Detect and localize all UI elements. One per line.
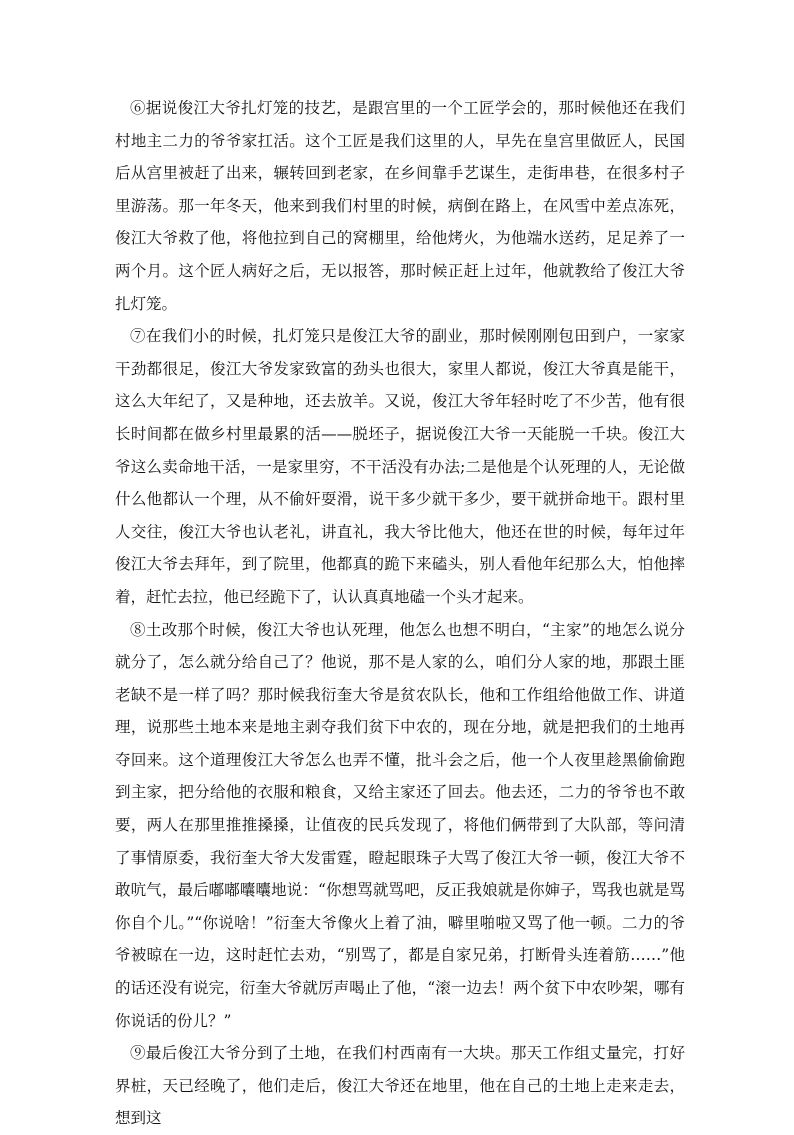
paragraph-7: ⑦在我们小的时候，扎灯笼只是俊江大爷的副业，那时候刚刚包田到户，一家家干劲都很足，俊江大爷发家致富的劲头也很大，家里人都说，俊江大爷真是能干，这么大年纪了，又是种地，还去放羊。又说，俊江大爷年轻时吃了不少苦，他有很长时间都在做乡村里最累的活——脱坯子，据说俊江大爷一天能脱一千块。俊江大爷这么卖命地干活，一是家里穷，不干活没有办法;二是他是个认死理的人，无论做什么他都认一个理，从不偷奸耍滑，说干多少就干多少，要干就拼命地干。跟村里人交往，俊江大爷也认老礼，讲直礼，我大爷比他大，他还在世的时候，每年过年俊江大爷去拜年，到了院里，他都真的跪下来磕头，别人看他年纪那么大，怕他摔着，赶忙去拉，他已经跪下了，认认真真地磕一个头才起来。	[115, 327, 685, 606]
paragraph-8: ⑧土改那个时候，俊江大爷也认死理，他怎么也想不明白，“主家”的地怎么说分就分了，怎么就分给自己了？他说，那不是人家的么，咱们分人家的地，那跟土匪老缺不是一样了吗？那时候我衍奎大爷是贫农队长，他和工作组给他做工作、讲道理，说那些土地本来是地主剥夺我们贫下中农的，现在分地，就是把我们的土地再夺回来。这个道理俊江大爷怎么也弄不懂，批斗会之后，他一个人夜里趁黑偷偷跑到主家，把分给他的衣服和粮食，又给主家还了回去。他去还，二力的爷爷也不敢要，两人在那里推推搡搡，让值夜的民兵发现了，将他们俩带到了大队部，等问清了事情原委，我衍奎大爷大发雷霆，瞪起眼珠子大骂了俊江大爷一顿，俊江大爷不敢吭气，最后嘟嘟囔囔地说：“你想骂就骂吧，反正我娘就是你婶子，骂我也就是骂你自个儿。”“你说啥！”衍奎大爷像火上着了油，噼里啪啦又骂了他一顿。二力的爷爷被晾在一边，这时赶忙去劝，“别骂了，都是自家兄弟，打断骨头连着筋……”他的话还没有说完，衍奎大爷就厉声喝止了他，“滚一边去！两个贫下中农吵架，哪有你说话的份儿？”	[115, 620, 685, 1030]
paragraph-6: ⑥据说俊江大爷扎灯笼的技艺，是跟宫里的一个工匠学会的，那时候他还在我们村地主二力的爷爷家扛活。这个工匠是我们这里的人，早先在皇宫里做匠人，民国后从宫里被赶了出来，辗转回到老家，在乡间靠手艺谋生，走街串巷，在很多村子里游荡。那一年冬天，他来到我们村里的时候，病倒在路上，在风雪中差点冻死，俊江大爷救了他，将他拉到自己的窝棚里，给他烤火，为他端水送药，足足养了一两个月。这个匠人病好之后，无以报答，那时候正赶上过年，他就教给了俊江大爷扎灯笼。	[115, 99, 685, 313]
paragraph-9: ⑨最后俊江大爷分到了土地，在我们村西南有一大块。那天工作组丈量完，打好界桩，天已经晚了，他们走后，俊江大爷还在地里，他在自己的土地上走来走去，想到这	[115, 1044, 685, 1128]
document-body	[115, 92, 685, 1135]
